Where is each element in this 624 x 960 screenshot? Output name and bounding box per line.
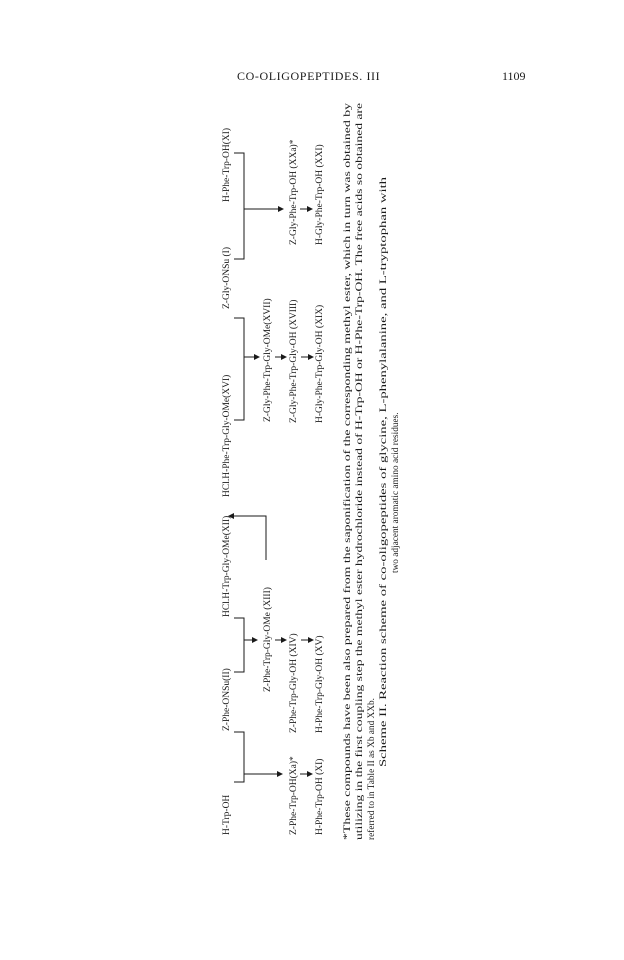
h-gly-phe-trp-gly-oh: H-Gly-Phe-Trp-Gly-OH (XIX) [315, 304, 325, 423]
z-phe-trp-gly-ome: Z-Phe-Trp-Gly-OMe (XIII) [263, 587, 273, 692]
z-phe-trp-gly-oh: Z-Phe-Trp-Gly-OH (XIV) [289, 633, 299, 733]
page-number: 1109 [502, 69, 526, 83]
z-gly-phe-trp-gly-ome: Z-Gly-Phe-Trp-Gly-OMe(XVII) [263, 298, 273, 422]
h-gly-phe-trp-oh: H-Gly-Phe-Trp-OH (XXI) [315, 144, 325, 245]
z-phe-trp-oh: Z-Phe-Trp-OH(Xa)* [289, 756, 299, 835]
coupling-bracket-3 [234, 318, 260, 420]
scheme-caption-line-2: two adjacent aromatic amino acid residues. [391, 412, 401, 573]
h-phe-trp-oh: H-Phe-Trp-OH (XI) [315, 758, 325, 835]
footnote-line-3: referred to in Table II as Xb and XXb. [367, 698, 377, 840]
hcl-h-trp-gly-ome: HCl.H-Trp-Gly-OMe(XII) [222, 515, 232, 617]
h-phe-trp-gly-oh: H-Phe-Trp-Gly-OH (XV) [315, 635, 325, 733]
footnote-line-2: utilizing in the first coupling step the methyl ester hydrochloride instead of H-Trp-OH or H-Phe-Trp-OH. The free acids so obtained are [355, 335, 365, 840]
hcl-h-phe-trp-gly-ome: HCl.H-Phe-Trp-Gly-OMe(XVI) [222, 374, 232, 497]
scheme-caption-line-1: Scheme II. Reaction scheme of co-oligopeptides of glycine, L-phenylalanine, and L-tryptophan with [379, 393, 389, 767]
running-title: CO-OLIGOPEPTIDES. III [237, 69, 381, 83]
z-gly-onsu: Z-Gly-ONSu (I) [222, 246, 232, 309]
footnote-line-1: *These compounds have been also prepared from the saponification of the corresponding methyl ester, which in turn was obtained by [343, 343, 353, 840]
coupling-bracket-2 [234, 618, 258, 672]
z-gly-phe-trp-gly-oh: Z-Gly-Phe-Trp-Gly-OH (XVIII) [289, 299, 299, 423]
h-phe-trp-oh-top: H-Phe-Trp-OH(XI) [222, 127, 232, 202]
z-gly-phe-trp-oh: Z-Gly-Phe-Trp-OH (XXa)* [289, 139, 299, 245]
hydrogenolysis-link [228, 513, 266, 560]
coupling-bracket-1 [234, 732, 283, 782]
z-phe-onsu: Z-Phe-ONSu(II) [222, 668, 232, 731]
h-trp-oh: H-Trp-OH [222, 794, 232, 835]
coupling-bracket-4 [234, 153, 284, 259]
